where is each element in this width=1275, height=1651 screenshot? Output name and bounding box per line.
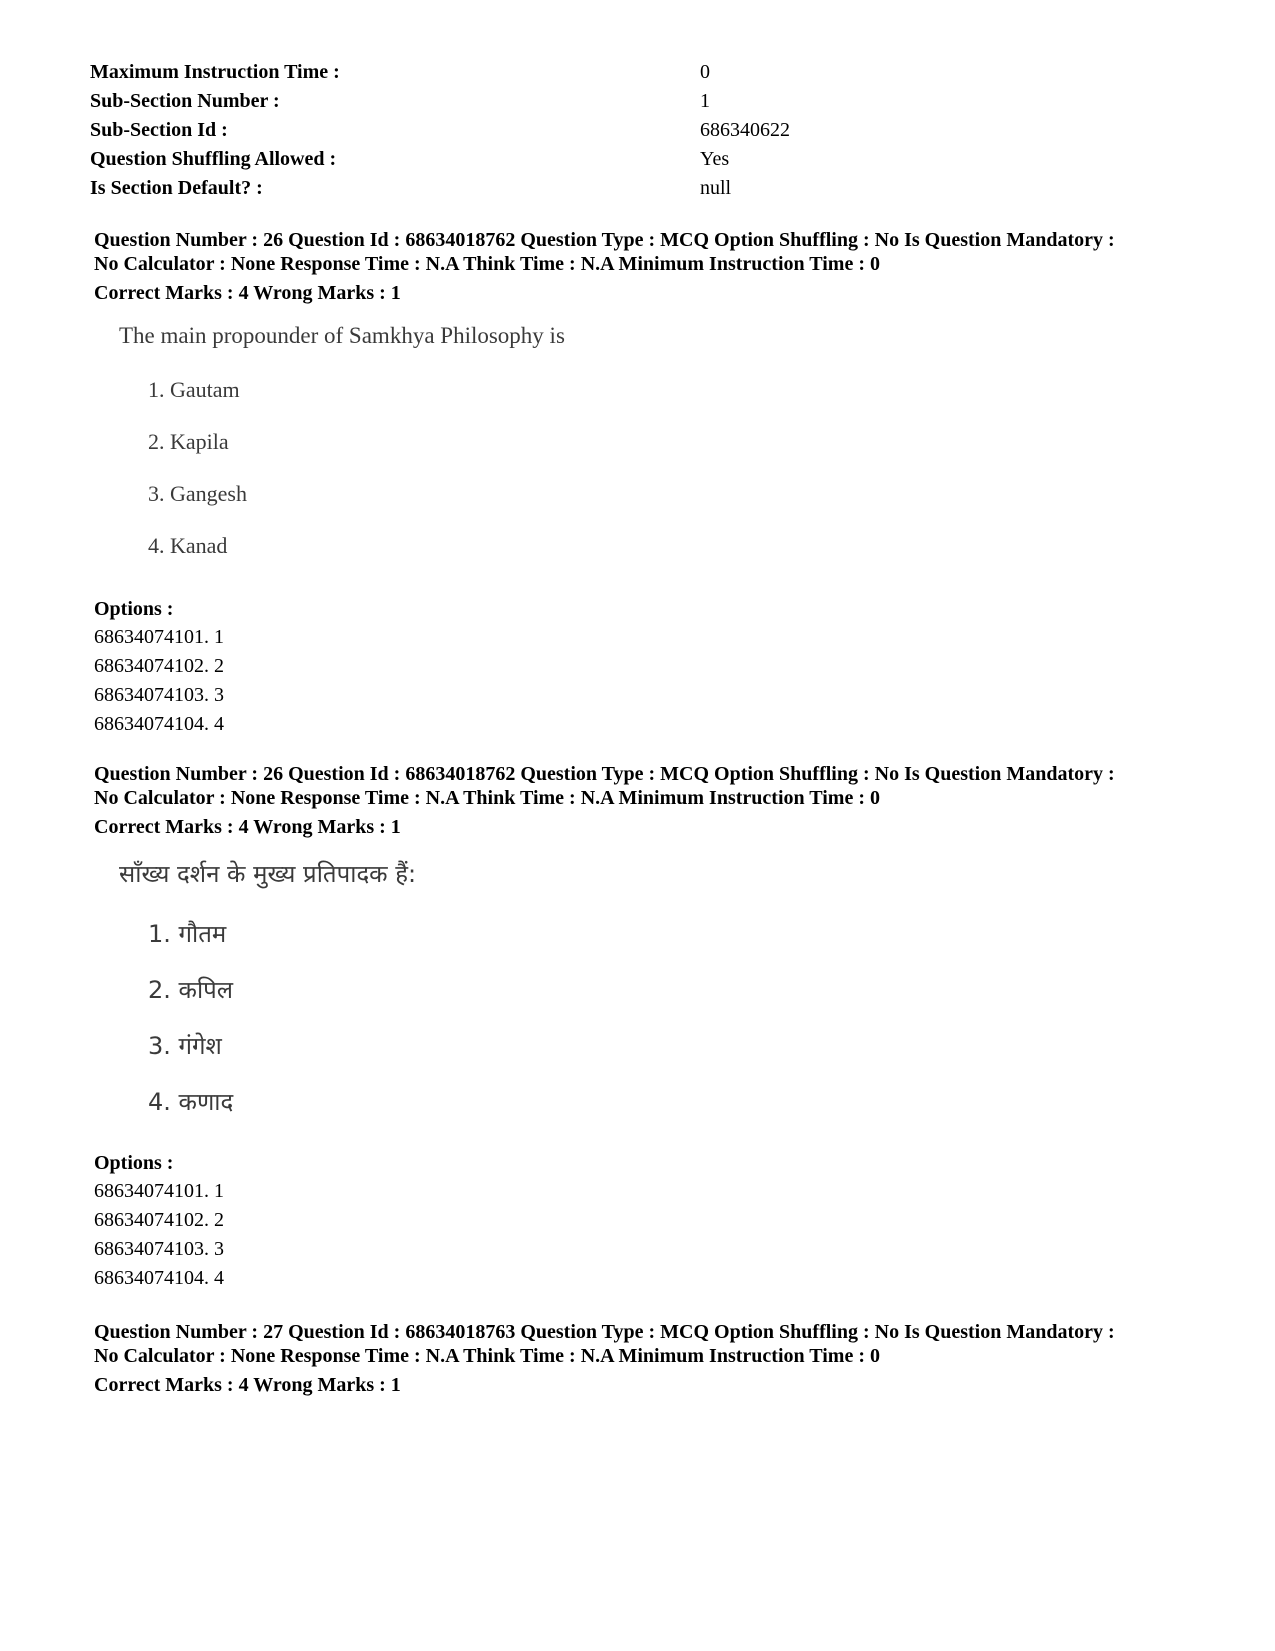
meta-value: Yes [700,148,730,170]
question-marks: Correct Marks : 4 Wrong Marks : 1 [94,1374,401,1396]
option-line: 68634074104. 4 [94,1267,224,1289]
choice-item: 4. Kanad [148,533,228,558]
choice-item: 4. कणाद [148,1088,234,1116]
question-header-line-2: No Calculator : None Response Time : N.A Think Time : N.A Minimum Instruction Time : 0 [94,253,880,275]
question-image [94,839,1204,1149]
choice-item: 3. गंगेश [148,1032,222,1060]
question-image [94,305,1204,595]
meta-row-sub-section-id [90,116,1090,145]
option-line: 68634074104. 4 [94,713,224,735]
choice-item: 3. Gangesh [148,481,247,506]
option-line: 68634074102. 2 [94,655,224,677]
question-marks: Correct Marks : 4 Wrong Marks : 1 [94,816,401,838]
meta-row-section-default [90,174,1090,203]
question-stem: साँख्य दर्शन के मुख्य प्रतिपादक हैं: [119,860,417,888]
meta-key: Sub-Section Number : [90,90,280,112]
choice-item: 2. कपिल [148,976,234,1004]
question-header [94,762,1204,810]
question-stem: The main propounder of Samkhya Philosophy is [119,323,565,348]
question-header [94,228,1204,276]
option-line: 68634074103. 3 [94,1238,224,1260]
question-block-english [94,228,1204,739]
meta-value: 1 [700,90,710,112]
meta-key: Question Shuffling Allowed : [90,148,337,170]
meta-key: Maximum Instruction Time : [90,61,340,83]
question-header-line-1: Question Number : 27 Question Id : 68634018763 Question Type : MCQ Option Shuffling : No Is Question Mandatory : [94,1321,1115,1343]
meta-row-question-shuffling [90,145,1090,174]
option-line: 68634074101. 1 [94,626,224,648]
meta-value: 686340622 [700,119,790,141]
meta-value: null [700,177,732,199]
meta-row-max-instruction-time [90,58,1090,87]
choice-item: 1. गौतम [148,920,227,948]
question-block-hindi [94,762,1204,1293]
meta-row-sub-section-number [90,87,1090,116]
choice-item: 1. Gautam [148,377,240,402]
option-line: 68634074102. 2 [94,1209,224,1231]
option-line: 68634074103. 3 [94,684,224,706]
question-header [94,1320,1204,1368]
question-header-line-2: No Calculator : None Response Time : N.A Think Time : N.A Minimum Instruction Time : 0 [94,787,880,809]
option-line: 68634074101. 1 [94,1180,224,1202]
question-block-27 [94,1320,1204,1397]
section-metadata [90,58,1090,203]
question-header-line-1: Question Number : 26 Question Id : 68634018762 Question Type : MCQ Option Shuffling : No Is Question Mandatory : [94,763,1115,785]
options-title: Options : [94,598,174,620]
options-title: Options : [94,1152,174,1174]
question-header-line-2: No Calculator : None Response Time : N.A Think Time : N.A Minimum Instruction Time : 0 [94,1345,880,1367]
question-marks: Correct Marks : 4 Wrong Marks : 1 [94,282,401,304]
choice-item: 2. Kapila [148,429,229,454]
question-header-line-1: Question Number : 26 Question Id : 68634018762 Question Type : MCQ Option Shuffling : No Is Question Mandatory : [94,229,1115,251]
meta-key: Sub-Section Id : [90,119,228,141]
meta-value: 0 [700,61,710,83]
meta-key: Is Section Default? : [90,177,263,199]
